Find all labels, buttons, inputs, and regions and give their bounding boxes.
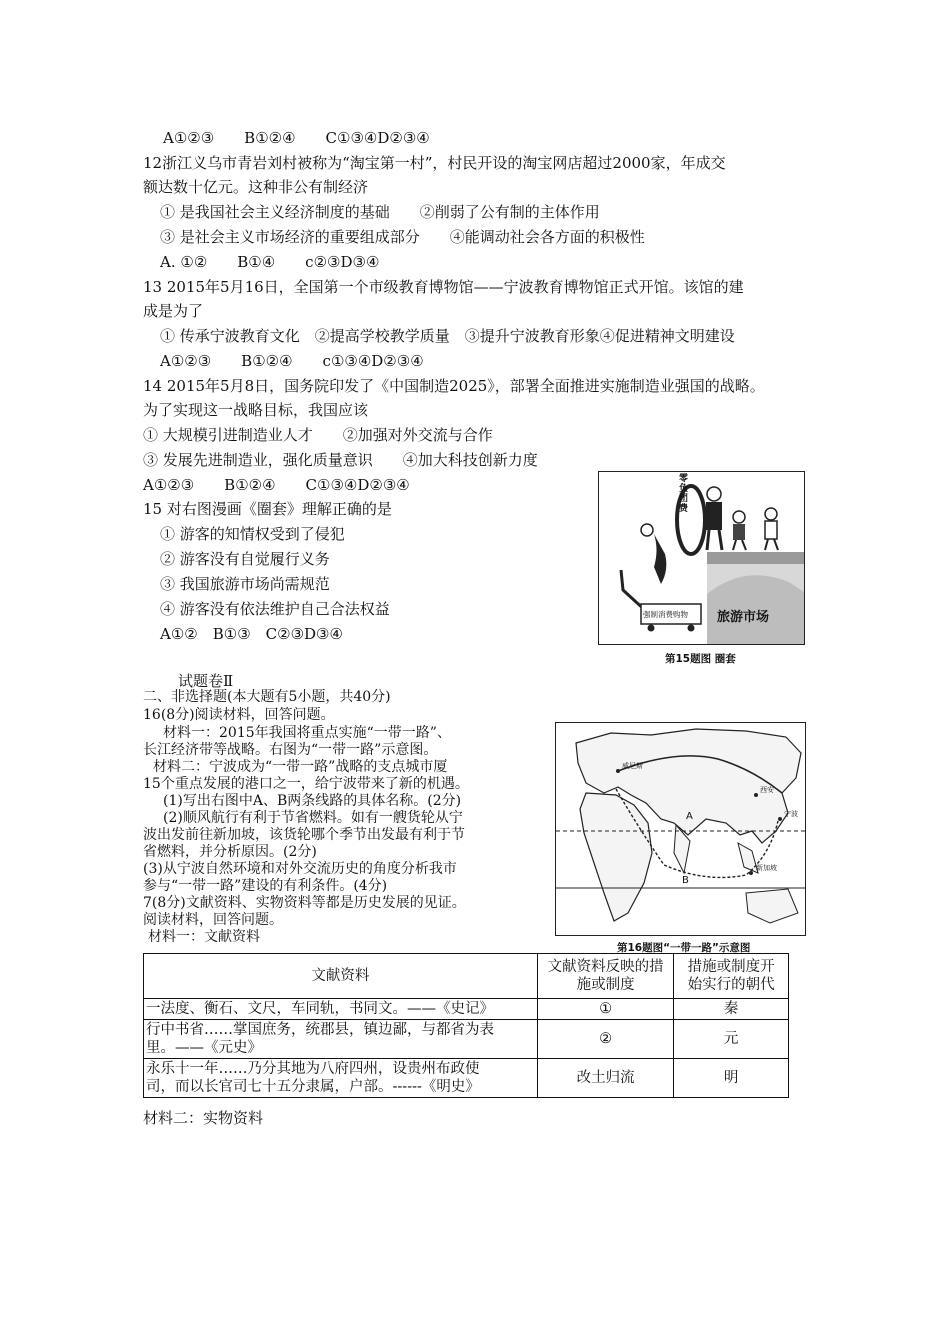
q15-stem: 15 对右图漫画《圈套》理解正确的是: [143, 500, 392, 518]
q16-material2-line1: 材料二：宁波成为“一带一路”战略的支点城市厦: [153, 759, 448, 775]
q15-choice-1: ① 游客的知情权受到了侵犯: [160, 525, 345, 543]
q15-choice-4: ④ 游客没有依法维护自己合法权益: [160, 600, 390, 618]
q16-sub3-line2: 参与“一带一路”建设的有利条件。(4分): [143, 878, 388, 894]
q17-stem-line2: 阅读材料，回答问题。: [143, 912, 283, 928]
q12-options: A. ①② B①④ c②③D③④: [160, 253, 380, 271]
africa-landmass: [580, 793, 652, 921]
row2-measure: ②: [537, 1020, 674, 1059]
q13-choices: ① 传承宁波教育文化 ②提高学校教学质量 ③提升宁波教育形象④促进精神文明建设: [160, 327, 735, 345]
q15-choice-2: ② 游客没有自觉履行义务: [160, 550, 330, 568]
q12-stem-line1: 12浙江义乌市青岩刘村被称为“淘宝第一村”，村民开设的淘宝网店超过2000家，年成交: [143, 154, 726, 172]
q16-sub2-line2: 波出发前往新加坡，该货轮哪个季节出发最有利于节: [143, 827, 465, 843]
row3-measure: 改土归流: [537, 1059, 674, 1098]
cart-label: 强制消费购物: [643, 610, 688, 619]
row1-measure: ①: [537, 999, 674, 1020]
singapore-dot: [749, 871, 753, 875]
q17-material2-label: 材料二：实物资料: [143, 1109, 264, 1127]
q16-material1-line2: 长江经济带等战略。右图为“一带一路”示意图。: [143, 742, 438, 758]
cartoon-caption: 第15题图 圈套: [665, 653, 736, 665]
row3-document-line1: 永乐十一年……乃分其地为八府四州，设贵州布政使: [146, 1061, 480, 1077]
hoop-label: 零负团费: [679, 474, 689, 514]
q13-options: A①②③ B①②④ c①③④D②③④: [160, 352, 424, 370]
q14-choices-2: ③ 发展先进制造业，强化质量意识 ④加大科技创新力度: [143, 451, 538, 469]
row3-document: [144, 1059, 538, 1098]
australia-landmass: [746, 889, 798, 923]
q17-stem-line1: 7(8分)文献资料、实物资料等都是历史发展的见证。: [143, 895, 466, 911]
falling-tourist-icon: [654, 534, 666, 584]
header-dynasty-line2: 始实行的朝代: [687, 977, 775, 993]
q16-sub2-line1: (2)顺风航行有利于节省燃料。如有一艘货轮从宁: [163, 810, 463, 826]
ningbo-label: 宁波: [784, 810, 798, 818]
q16-sub3-line1: (3)从宁波自然环境和对外交流历史的角度分析我市: [143, 861, 457, 877]
q11-options: A①②③ B①②④ C①③④D②③④: [163, 129, 430, 147]
section-2-heading: 二、非选择题(本大题有5小题，共40分): [143, 689, 391, 705]
q13-stem-line1: 13 2015年5月16日，全国第一个市级教育博物馆——宁波教育博物馆正式开馆。该馆的建: [143, 278, 744, 296]
q13-stem-line2: 成是为了: [143, 302, 204, 320]
cartoon-drawing: [599, 472, 804, 644]
row2-dynasty: 元: [674, 1020, 789, 1059]
q12-choices-2: ③ 是社会主义市场经济的重要组成部分 ④能调动社会各方面的积极性: [160, 228, 645, 246]
venice-dot: [616, 769, 620, 773]
table-header-row: [144, 954, 789, 999]
q12-stem-line2: 额达数十亿元。这种非公有制经济: [143, 178, 369, 196]
row3-dynasty: 明: [674, 1059, 789, 1098]
q12-choices-1: ① 是我国社会主义经济制度的基础 ②削弱了公有制的主体作用: [160, 203, 600, 221]
documents-table: [143, 953, 789, 1098]
venice-label: 威尼斯: [622, 762, 643, 770]
table-row: [144, 1059, 789, 1098]
q16-sub2-line3: 省燃料，并分析原因。(2分): [143, 844, 317, 860]
q16-sub1: (1)写出右图中A、B两条线路的具体名称。(2分): [163, 793, 462, 809]
q14-stem-line1: 14 2015年5月8日，国务院印发了《中国制造2025》，部署全面推进实施制造业强国的战略。: [143, 377, 765, 395]
cartoon-figure: [598, 471, 805, 645]
q16-material2-line2: 15个重点发展的港口之一，给宁波带来了新的机遇。: [143, 776, 469, 792]
q14-choices-1: ① 大规模引进制造业人才 ②加强对外交流与合作: [143, 426, 493, 444]
map-caption: 第16题图“一带一路”示意图: [617, 942, 751, 954]
row2-document: [144, 1020, 538, 1059]
tourist-1-icon: [733, 511, 745, 523]
header-dynasty: [674, 954, 789, 999]
xian-dot: [754, 793, 758, 797]
row1-dynasty: 秦: [674, 999, 789, 1020]
market-label: 旅游市场: [717, 610, 770, 625]
tourist-2-icon: [765, 508, 777, 520]
header-dynasty-line1: 措施或制度开: [687, 959, 775, 975]
q15-choice-3: ③ 我国旅游市场尚需规范: [160, 575, 330, 593]
row2-document-line2: 里。——《元史》: [146, 1040, 262, 1056]
map-figure: [555, 722, 806, 936]
route-a-label: A: [686, 811, 693, 822]
table-row: [144, 999, 789, 1020]
guide-body-icon: [706, 502, 722, 530]
row1-document: 一法度、衡石、文尺，车同轨，书同文。——《史记》: [144, 999, 538, 1020]
table-row: [144, 1020, 789, 1059]
q17-material1-label: 材料一：文献资料: [148, 929, 260, 945]
singapore-label: 新加坡: [756, 864, 777, 872]
q16-material1-line1: 材料一：2015年我国将重点实施“一带一路”、: [163, 725, 451, 741]
paper-ii-title: 试题卷Ⅱ: [178, 672, 234, 690]
guide-head-icon: [707, 487, 721, 501]
q15-options: A①② B①③ C②③D③④: [160, 625, 343, 643]
platform-top: [707, 552, 804, 564]
xian-label: 西安: [760, 786, 774, 794]
q16-stem: 16(8分)阅读材料，回答问题。: [143, 707, 335, 723]
map-drawing: [556, 723, 805, 935]
se-asia-landmass: [738, 843, 758, 873]
header-documents: 文献资料: [144, 954, 538, 999]
q14-stem-line2: 为了实现这一战略目标，我国应该: [143, 401, 369, 419]
header-measure-line1: 文献资料反映的措: [547, 959, 664, 975]
header-measure: [537, 954, 674, 999]
row2-document-line1: 行中书省……掌国庶务，统郡县，镇边鄙，与都省为表: [146, 1022, 494, 1038]
row3-document-line2: 司，而以长官司七十五分隶属，户部。------《明史》: [146, 1079, 480, 1095]
route-b-label: B: [682, 875, 689, 886]
q14-options: A①②③ B①②④ C①③④D②③④: [143, 476, 410, 494]
ningbo-dot: [778, 817, 782, 821]
header-measure-line2: 施或制度: [576, 977, 635, 993]
